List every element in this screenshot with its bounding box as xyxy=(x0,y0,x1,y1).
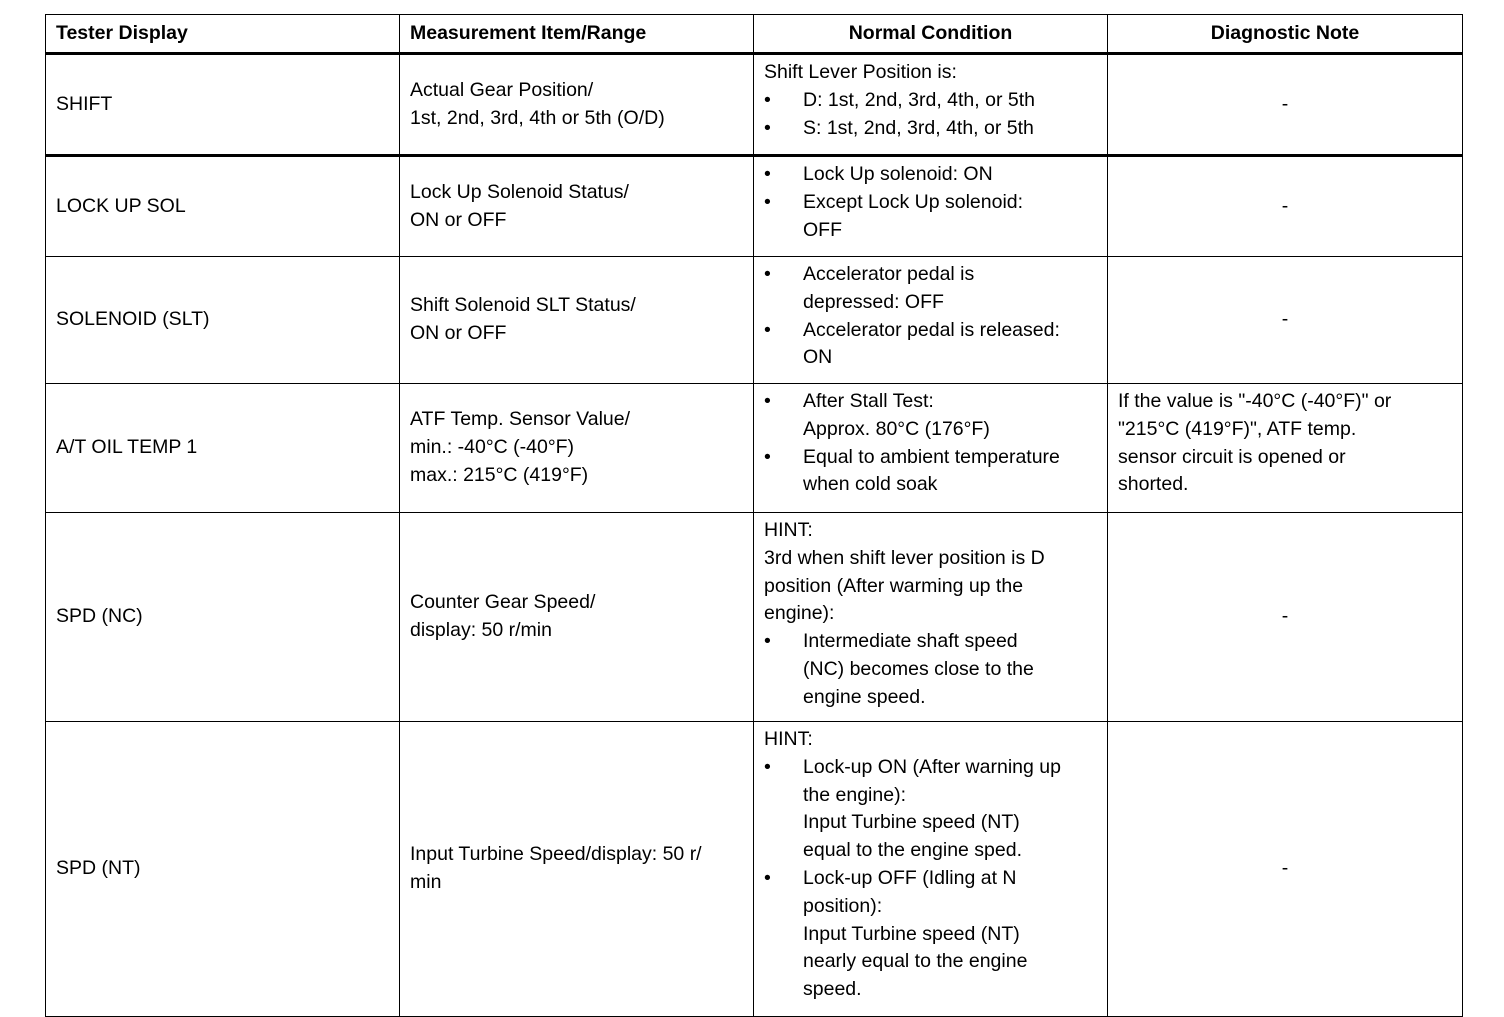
diagnostic-note-cell xyxy=(1108,384,1463,513)
normal-condition-cell xyxy=(754,384,1108,513)
header-tester-display: Tester Display xyxy=(46,15,400,54)
normal-condition-cell xyxy=(754,513,1108,722)
condition-line: position (After warming up the xyxy=(764,574,1024,597)
condition-bullet: • Accelerator pedal is released: ON xyxy=(764,317,1097,373)
condition-bullet: • Accelerator pedal is depressed: OFF xyxy=(764,261,1097,317)
measurement-cell xyxy=(400,513,754,722)
condition-line: HINT: xyxy=(764,519,813,541)
condition-bullet: • Lock-up ON (After warning up the engine): Input Turbine speed (NT) equal to the engine sped. xyxy=(764,754,1097,865)
table-header-row xyxy=(46,15,1463,54)
normal-condition-cell xyxy=(754,54,1108,156)
measurement-line: max.: 215°C (419°F) xyxy=(410,463,589,486)
measurement-line: ON or OFF xyxy=(410,322,507,344)
measurement-line: ON or OFF xyxy=(410,208,507,231)
normal-condition-cell xyxy=(754,257,1108,384)
table-row xyxy=(46,156,1463,257)
tester-display-cell: SHIFT xyxy=(46,54,400,156)
note-line: shorted. xyxy=(1118,473,1189,496)
header-measurement: Measurement Item/Range xyxy=(400,15,754,54)
measurement-line: min.: -40°C (-40°F) xyxy=(410,436,575,459)
condition-bullet: • Lock-up OFF (Idling at N position): Input Turbine speed (NT) nearly equal to the engine speed. xyxy=(764,865,1097,1004)
measurement-cell xyxy=(400,722,754,1017)
measurement-line: Shift Solenoid SLT Status/ xyxy=(410,294,636,317)
note-line: If the value is "-40°C (-40°F)" or xyxy=(1118,390,1392,412)
condition-bullet: • S: 1st, 2nd, 3rd, 4th, or 5th xyxy=(764,115,1097,143)
condition-bullet: • Equal to ambient temperature when cold soak xyxy=(764,444,1097,500)
header-normal-condition: Normal Condition xyxy=(754,15,1108,54)
table-row xyxy=(46,513,1463,722)
table-row xyxy=(46,722,1463,1017)
condition-line: 3rd when shift lever position is D xyxy=(764,546,1045,569)
tester-display-cell: SPD (NC) xyxy=(46,513,400,722)
condition-bullet: • Intermediate shaft speed (NC) becomes close to the engine speed. xyxy=(764,628,1097,711)
condition-bullet: • Lock Up solenoid: ON xyxy=(764,161,1097,189)
measurement-line: Counter Gear Speed/ xyxy=(410,591,596,614)
measurement-line: 1st, 2nd, 3rd, 4th or 5th (O/D) xyxy=(410,106,665,129)
diagnostic-note-cell: - xyxy=(1108,257,1463,384)
measurement-line: ATF Temp. Sensor Value/ xyxy=(410,408,631,431)
header-diagnostic-note: Diagnostic Note xyxy=(1108,15,1463,54)
measurement-line: min xyxy=(410,871,442,893)
condition-line: HINT: xyxy=(764,728,813,750)
normal-condition-cell xyxy=(754,722,1108,1017)
condition-bullet: • D: 1st, 2nd, 3rd, 4th, or 5th xyxy=(764,87,1097,115)
measurement-line: display: 50 r/min xyxy=(410,619,552,641)
condition-line: Shift Lever Position is: xyxy=(764,61,957,83)
condition-bullet: • Except Lock Up solenoid: OFF xyxy=(764,189,1097,245)
condition-line: engine): xyxy=(764,602,835,625)
table-row xyxy=(46,384,1463,513)
measurement-line: Actual Gear Position/ xyxy=(410,78,594,101)
tester-display-cell: SOLENOID (SLT) xyxy=(46,257,400,384)
tester-display-cell: LOCK UP SOL xyxy=(46,156,400,257)
normal-condition-cell xyxy=(754,156,1108,257)
measurement-line: Lock Up Solenoid Status/ xyxy=(410,180,629,203)
diagnostic-data-table xyxy=(45,14,1463,1017)
diagnostic-note-cell: - xyxy=(1108,156,1463,257)
diagnostic-note-cell: - xyxy=(1108,54,1463,156)
diagnostic-note-cell: - xyxy=(1108,722,1463,1017)
measurement-cell xyxy=(400,384,754,513)
measurement-cell xyxy=(400,156,754,257)
condition-bullet: • After Stall Test: Approx. 80°C (176°F) xyxy=(764,388,1097,444)
table-row xyxy=(46,257,1463,384)
diagnostic-note-cell: - xyxy=(1108,513,1463,722)
table-row xyxy=(46,54,1463,156)
note-line: sensor circuit is opened or xyxy=(1118,445,1346,468)
measurement-cell xyxy=(400,54,754,156)
measurement-cell xyxy=(400,257,754,384)
tester-display-cell: A/T OIL TEMP 1 xyxy=(46,384,400,513)
note-line: "215°C (419°F)", ATF temp. xyxy=(1118,417,1357,440)
measurement-line: Input Turbine Speed/display: 50 r/ xyxy=(410,843,702,866)
tester-display-cell: SPD (NT) xyxy=(46,722,400,1017)
